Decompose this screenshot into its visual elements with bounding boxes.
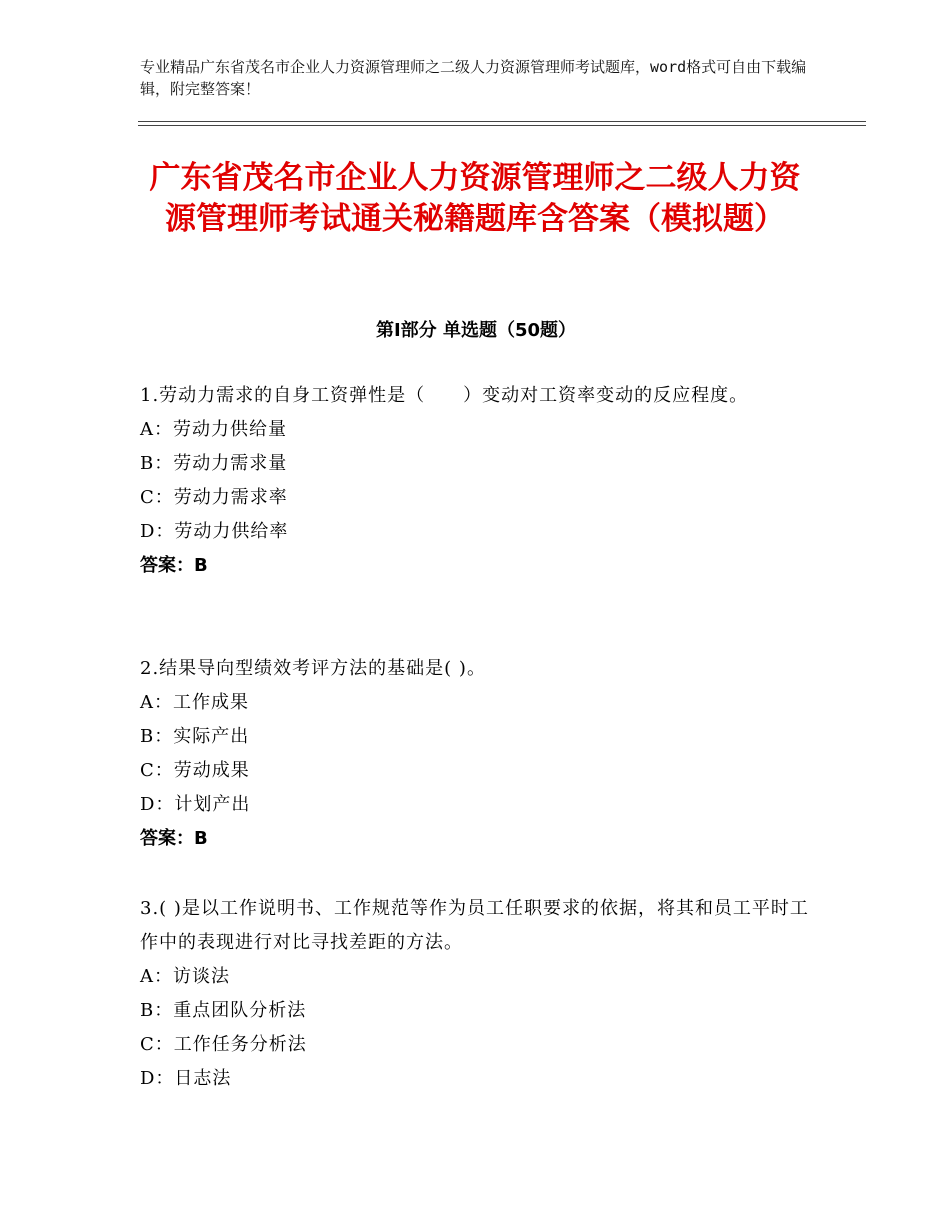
question-stem: 3.( )是以工作说明书、工作规范等作为员工任职要求的依据，将其和员工平时工作中的表现进行对比寻找差距的方法。 [140,898,809,953]
answer: 答案：B [140,555,208,576]
option-d: D：日志法 [140,1068,232,1089]
question-1 [140,379,820,583]
question-3 [140,892,820,1096]
header-rule-bottom [138,125,866,126]
option-c: C：劳动力需求率 [140,487,288,508]
section-heading: 第Ⅰ部分 单选题（50题） [375,320,576,341]
question-stem: 2.结果导向型绩效考评方法的基础是( )。 [140,658,486,679]
option-a: A：劳动力供给量 [140,419,287,440]
header-rule-top [138,121,866,122]
question-2 [140,652,820,856]
option-b: B：实际产出 [140,726,250,747]
header-note: 专业精品广东省茂名市企业人力资源管理师之二级人力资源管理师考试题库，word格式可自由下载编辑，附完整答案！ [140,58,807,98]
option-c: C：劳动成果 [140,760,250,781]
option-c: C：工作任务分析法 [140,1034,307,1055]
option-a: A：工作成果 [140,692,249,713]
question-stem: 1.劳动力需求的自身工资弹性是（ ）变动对工资率变动的反应程度。 [140,385,749,406]
option-d: D：劳动力供给率 [140,521,289,542]
document-title: 广东省茂名市企业人力资源管理师之二级人力资源管理师考试通关秘籍题库含答案（模拟题） [149,160,801,237]
option-b: B：重点团队分析法 [140,1000,307,1021]
answer: 答案：B [140,828,208,849]
option-a: A：访谈法 [140,966,230,987]
option-d: D：计划产出 [140,794,251,815]
option-b: B：劳动力需求量 [140,453,288,474]
